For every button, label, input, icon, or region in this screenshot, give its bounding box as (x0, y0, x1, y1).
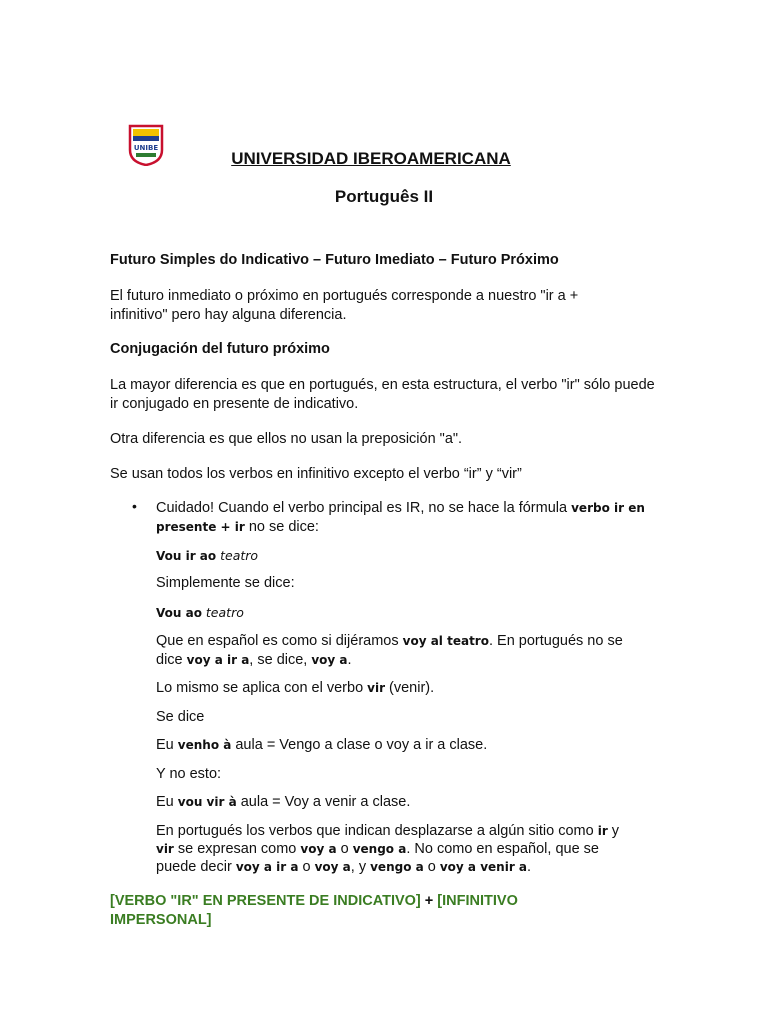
formula-futuro (110, 892, 580, 930)
university-title: UNIVERSIDAD IBEROAMERICANA (231, 149, 511, 168)
paragraph-se-dice: Se dice (156, 709, 205, 725)
paragraph-diferencia: La mayor diferencia es que en portugués, en esta estructura, el verbo "ir" sólo puede ir conjugado en presente de indicativo. (110, 377, 655, 412)
paragraph-preposicion: Otra diferencia es que ellos no usan la preposición "a". (110, 431, 463, 447)
intro-paragraph: El futuro inmediato o próximo en portugués corresponde a nuestro "ir a + infinitivo" pero hay alguna diferencia. (110, 288, 579, 323)
logo-text: UNIBE (133, 144, 159, 152)
example-eu-vou-vir: Eu vou vir à aula = Voy a venir a clase. (156, 794, 411, 810)
example-vou-ir-ao: Vou ir ao teatro (156, 548, 259, 563)
example-eu-venho: Eu venho à aula = Vengo a clase o voy a ir a clase. (156, 737, 488, 753)
heading-futuro: Futuro Simples do Indicativo – Futuro Imediato – Futuro Próximo (110, 252, 559, 268)
example-vou-ao: Vou ao teatro (156, 605, 244, 620)
course-title: Português II (334, 187, 434, 206)
formula-infinitivo: [INFINITIVO IMPERSONAL] (110, 893, 518, 928)
paragraph-infinitivo: Se usan todos los verbos en infinitivo excepto el verbo “ir” y “vir” (110, 466, 522, 482)
paragraph-desplazarse: En portugués los verbos que indican desplazarse a algún sitio como ir y vir se expresan como voy a o vengo a. No como en español, que se puede decir voy a ir a o voy a, y vengo a o voy a venir a. (156, 823, 620, 875)
paragraph-simplemente: Simplemente se dice: (156, 575, 295, 591)
paragraph-lo-mismo: Lo mismo se aplica con el verbo vir (venir). (156, 680, 435, 696)
formula-plus: + (420, 893, 438, 909)
bullet-dot: • (132, 498, 137, 514)
paragraph-que-en-espanol: Que en español es como si dijéramos voy al teatro. En portugués no se dice voy a ir a, se dice, voy a. (156, 633, 623, 668)
heading-conjugacion: Conjugación del futuro próximo (110, 341, 330, 357)
bullet-cuidado: Cuidado! Cuando el verbo principal es IR, no se hace la fórmula verbo ir en presente + ir no se dice: (156, 500, 645, 535)
paragraph-y-no-esto: Y no esto: (156, 766, 222, 782)
formula-verbo-ir: [VERBO "IR" EN PRESENTE DE INDICATIVO] (110, 893, 421, 909)
